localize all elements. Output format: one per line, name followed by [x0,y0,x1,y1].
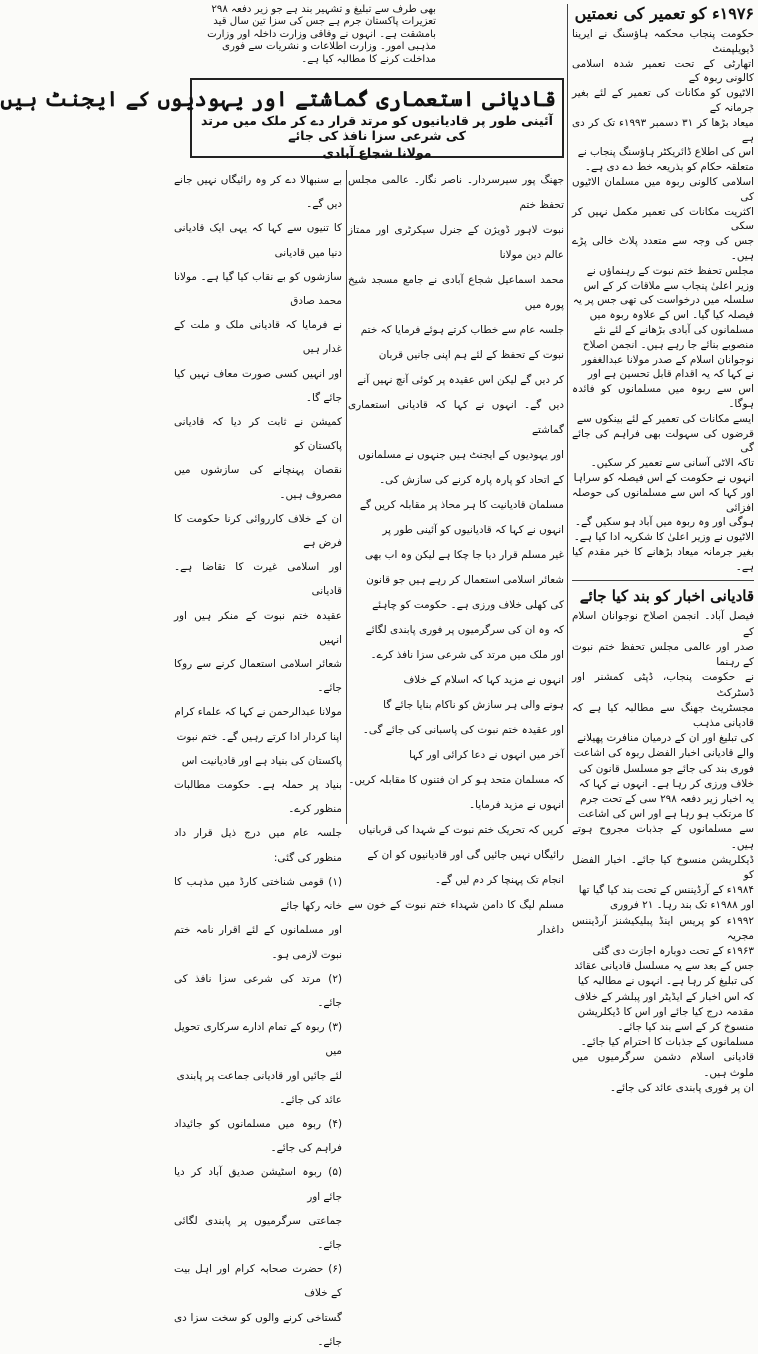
text-line: کے اتحاد کو پارہ پارہ کرنے کی سازش کی۔ [379,474,564,486]
text-line: منسوخ کر کے اسے بند کیا جائے۔ [617,1020,754,1033]
text-line: شعائر اسلامی استعمال کر رہے ہیں جو قانون [366,574,564,586]
main-headline-box [0,78,564,160]
text-line: سے مسلمانوں کے جذبات مجروح ہوتے ہیں۔ [572,823,754,851]
text-line: قرضوں کی سہولت بھی فراہم کی جائے گی [572,427,754,455]
section-divider [572,580,754,581]
text-line: الاٹیوں کو مکانات کی تعمیر کے لئے بغیر جرمانہ کے [572,87,754,114]
text-line: محمد اسماعیل شجاع آبادی نے جامع مسجد شیخ پورہ میں [348,274,564,311]
text-line: ہوگی اور وہ ربوہ میں آباد ہو سکیں گے۔ [574,516,754,529]
text-line: اور ملک میں مرتد کی شرعی سزا نافذ کرے۔ [370,649,564,661]
main-story-col-middle [348,168,564,936]
text-line: ۱۹۹۲ء کو پریس اینڈ پبلیکیشنز آرڈیننس مجریہ [572,914,754,942]
top-strip-line: بھی طرف سے تبلیغ و تشہیر بند ہے جو زیر دفعہ ۲۹۸ [211,4,436,15]
text-line: انہوں نے کہا کہ قادیانیوں کو آئینی طور پر [382,524,564,536]
text-line: ۱۹۸۴ء کے آرڈیننس کے تحت بند کیا گیا تھا [578,884,754,897]
text-line: کہ مسلمان متحد ہو کر ان فتنوں کا مقابلہ کریں۔ [348,774,564,786]
text-line: کر دیں گے لیکن اس عقیدہ پر کوئی آنچ نہیں آنے [357,374,564,386]
top-strip-line: تعزیرات پاکستان جرم ہے جس کی سزا تین سال قید [213,16,436,28]
text-line: فیصل آباد۔ انجمن اصلاح نوجوانان اسلام کے [572,610,754,638]
text-line: مسلمانوں کی آبادی بڑھانے کے لئے نئے [593,323,754,336]
top-strip [174,4,436,66]
text-line: الاٹیوں نے وزیر اعلیٰ کا شکریہ ادا کیا ہے۔ [573,531,754,544]
text-line: سلسلہ میں درخواست کی تھی جس پر یہ [572,294,754,307]
text-line: ایسے مکانات کی تعمیر کے لئے بینکوں سے [576,412,754,425]
text-line: اور کہا کہ اس سے مسلمانوں کی حوصلہ افزائی [572,486,754,514]
text-line: اور یہودیوں کے ایجنٹ ہیں جنہوں نے مسلمانوں [358,449,564,461]
main-byline: مولانا شجاع آبادی [322,145,432,160]
text-line: مولانا عبدالرحمن نے کہا کہ علماء کرام [174,706,342,719]
text-line: نے کہا کہ یہ اقدام قابل تحسین ہے اور [587,368,754,381]
text-line: حکومت پنجاب محکمہ ہاؤسنگ نے ایرینا ڈیویلپمنٹ [572,28,754,55]
text-line: ڈیکلریشن منسوخ کیا جائے۔ اخبار الفضل کو [572,853,754,881]
text-line: جس کی وجہ سے متعدد پلاٹ خالی پڑے ہیں۔ [572,235,754,262]
text-line: مجلس تحفظ ختم نبوت کے رہنماؤں نے [586,264,754,277]
text-line: مسلمانوں کے جذبات کا احترام کیا جائے۔ [580,1036,754,1049]
text-line: میعاد بڑھا کر ۳۱ دسمبر ۱۹۹۳ء تک کر دی ہے [572,116,754,144]
column-divider [346,170,347,824]
text-line: (۴) ربوہ میں مسلمانوں کو جائیداد فراہم کی جائے۔ [174,1117,342,1155]
text-line: جلسہ عام میں درج ذیل قرار داد منظور کی گئی: [174,827,342,864]
text-line: لئے جائیں اور قادیانی جماعت پر پابندی [176,1069,342,1082]
text-line: کریں کہ تحریک ختم نبوت کے شہدا کی قربانیاں [358,824,564,836]
text-line: نے حکومت پنجاب، ڈپٹی کمشنر اور ڈسٹرکٹ [572,671,754,699]
right-story-body-2 [572,609,754,1096]
text-line: فوری بند کی جائے جو مسلسل قانون کی [578,762,754,775]
text-line: شعائر اسلامی استعمال کرنے سے روکا جائے۔ [174,658,342,695]
right-story [572,4,754,1094]
right-story-headline: ۱۹۷۶ء کو تعمیر کی نعمتیں [574,4,754,23]
text-line: کا تنیوں سے کہا کہ یہی ایک قادیانی دنیا میں قادیانی [174,222,342,259]
text-line: اور ۱۹۸۸ء تک بند رہا۔ ۲۱ فروری [609,899,754,912]
text-line: اپنا کردار ادا کرتے رہیں گے۔ ختم نبوت [176,730,342,743]
text-line: جلسہ عام سے خطاب کرتے ہوئے فرمایا کہ ختم [360,324,564,336]
text-line: (۱) قومی شناختی کارڈ میں مذہب کا خانہ رکھا جائے [174,875,342,913]
text-line: اس کی اطلاع ڈائریکٹر ہاؤسنگ پنجاب نے [577,146,754,159]
right-story-headline-2: قادیانی اخبار کو بند کیا جائے [579,587,754,606]
text-line: والے قادیانی اخبار الفضل ربوہ کی اشاعت [573,747,754,760]
text-line: خلاف ورزی کر رہا ہے۔ انہوں نے کہا کہ [578,777,754,790]
text-line: قادیانی اسلام دشمن سرگرمیوں میں ملوث ہیں۔ [572,1051,754,1079]
text-line: اور مسلمانوں کے لئے اقرار نامہ ختم نبوت لازمی ہو۔ [174,924,342,961]
text-line: بے سنبھالا دے کر وہ رائیگاں نہیں جانے دیں گے۔ [174,174,342,211]
text-line: اسلامی کالونی ربوہ میں مسلمان الاٹیوں کی [572,175,754,203]
text-line: انجام تک پہنچا کر دم لیں گے۔ [434,874,564,886]
text-line: انہوں نے حکومت کے اس فیصلہ کو سراہا [573,471,754,484]
text-line: اتھارٹی کے تحت تعمیر شدہ اسلامی کالونی ربوہ کے [572,57,754,85]
text-line: جماعتی سرگرمیوں پر پابندی لگائی جائے۔ [174,1214,342,1251]
text-line: یہ اخبار زیر دفعہ ۲۹۸ سی کے تحت جرم [580,792,754,805]
text-line: انہوں نے مزید فرمایا۔ [469,799,564,811]
text-line: بنیاد پر حملہ ہے۔ حکومت مطالبات منظور کرے۔ [174,779,342,816]
text-line: اور انہیں کسی صورت معاف نہیں کیا جائے گا۔ [174,367,342,404]
text-line: کی تبلیغ اور ان کے درمیان منافرت پھیلانے [577,732,754,745]
text-line: کی تبلیغ کر رہا ہے۔ انہوں نے مطالبہ کیا [577,975,754,988]
text-line: عقیدہ ختم نبوت کے منکر ہیں اور انہیں [174,609,342,646]
text-line: نقصان پہنچانے کی سازشوں میں مصروف ہیں۔ [174,464,342,501]
text-line: کا مرتکب ہو رہا ہے اور اس کی اشاعت [578,808,754,821]
text-line: ہونے والی ہر سازش کو ناکام بنایا جائے گا [383,699,564,711]
text-line: (۶) حضرت صحابہ کرام اور اہل بیت کے خلاف [174,1263,342,1300]
top-strip-line: بامشقت ہے۔ انہوں نے وفاقی وزارت داخلہ اور وزارت [207,28,436,40]
text-line: مسلمان قادیانیت کا ہر محاذ پر مقابلہ کریں گے [359,499,564,511]
text-line: پاکستان کی بنیاد ہے اور قادیانیت اس [181,754,342,767]
main-story-body [348,168,564,943]
text-line: تاکہ الاٹی آسانی سے تعمیر کر سکیں۔ [590,457,754,470]
text-line: وزیر اعلیٰ پنجاب سے ملاقات کر کے اس [583,279,754,292]
text-line: (۲) مرتد کی شرعی سزا نافذ کی جائے۔ [174,972,342,1009]
right-story-body [572,27,754,574]
text-line: انہوں نے مزید کہا کہ اسلام کے خلاف [403,674,564,686]
text-line: ۱۹۶۳ء کے تحت دوبارہ اجازت دی گئی [592,944,754,957]
top-strip-line: مداخلت کرنے کا مطالبہ کیا ہے۔ [301,53,436,65]
text-line: مجسٹریٹ جھنگ سے مطالبہ کیا ہے کہ قادیانی مذہب [572,701,754,729]
main-story-body [174,168,342,1354]
text-line: اس سے ربوہ میں مسلمانوں کو فائدہ ہوگا۔ [572,383,754,410]
text-line: جھنگ پور سیرسردار۔ ناصر نگار۔ عالمی مجلس تحفظ ختم [348,174,564,211]
text-line: دیں گے۔ انہوں نے کہا کہ قادیانی استعماری گماشتے [348,399,564,436]
text-line: اور اسلامی غیرت کا تقاضا ہے۔ قادیانی [174,561,342,598]
text-line: ان کے خلاف کارروائی کرنا حکومت کا فرض ہے [174,512,342,550]
text-line: عائد کی جائے۔ [279,1093,342,1106]
text-line: اکثریت مکانات کی تعمیر مکمل نہیں کر سکی [572,205,754,233]
top-strip-line: مذہبی امور۔ وزارت اطلاعات و نشریات سے فوری [222,41,436,53]
text-line: نے فرمایا کہ قادیانی ملک و ملت کے غدار ہیں [174,319,342,356]
text-line: متعلقہ حکام کو بذریعہ خط دے دی ہے۔ [584,161,754,174]
text-line: فیصلہ کیا گیا۔ اس کے علاوہ ربوہ میں [589,309,754,322]
main-headline: قادیانی استعماری گماشتے اور یہودیوں کے ایجنٹ ہیں [0,86,556,111]
main-subheadline: آئینی طور پر قادیانیوں کو مرتد قرار دے کر ملک میں مرتد کی شرعی سزا نافذ کی جائے [201,113,553,143]
text-line: کی کھلی خلاف ورزی ہے۔ حکومت کو چاہئے [372,599,564,611]
text-line: مقدمہ درج کیا جائے اور اس کا ڈیکلریشن [577,1005,754,1018]
text-line: رائیگاں نہیں جائیں گی اور قادیانیوں کو ان کے [367,849,564,861]
text-line: (۵) ربوہ اسٹیشن صدیق آباد کر دیا جائے اور [174,1166,342,1203]
text-line: کہ وہ ان کی سرگرمیوں پر فوری پابندی لگائے [365,624,564,636]
text-line: کمیشن نے ثابت کر دیا کہ قادیانی پاکستان کو [174,416,342,453]
text-line: ان پر فوری پابندی عائد کی جائے۔ [609,1081,754,1094]
main-story-col-left [174,168,342,1348]
text-line: نوجوانان اسلام کے صدر مولانا عبدالغفور [581,353,754,366]
text-line: نبوت کے تحفظ کے لئے ہم اپنی جانیں قربان [378,349,564,361]
text-line: (۳) ربوہ کے تمام ادارے سرکاری تحویل میں [174,1021,342,1058]
text-line: منصوبے بنائے جا رہے ہیں۔ انجمن اصلاح [582,338,754,351]
column-divider [567,4,568,824]
text-line: کہ اس اخبار کے ایڈیٹر اور پبلشر کے خلاف [574,990,754,1003]
text-line: غیر مسلم قرار دیا جا چکا ہے لیکن وہ اب بھی [365,549,564,561]
text-line: گستاخی کرنے والوں کو سخت سزا دی جائے۔ [174,1311,342,1348]
text-line: بغیر جرمانہ میعاد بڑھانے کا خیر مقدم کیا ہے۔ [572,545,754,573]
text-line: جس کے بعد سے یہ مسلسل قادیانی عقائد [574,960,754,973]
text-line: صدر اور عالمی مجلس تحفظ ختم نبوت کے رہنما [572,640,754,669]
text-line: اور عقیدہ ختم نبوت کی پاسبانی کی جائے گی۔ [362,724,564,736]
text-line: نبوت لاہور ڈویژن کے جنرل سیکرٹری اور ممتاز عالم دین مولانا [348,224,564,261]
text-line: سازشوں کو بے نقاب کیا گیا ہے۔ مولانا محمد صادق [174,270,342,308]
text-line: آخر میں انہوں نے دعا کرائی اور کہا [409,749,564,761]
text-line: مسلم لیگ کا دامن شہداء ختم نبوت کے خون سے داغدار [348,899,564,936]
